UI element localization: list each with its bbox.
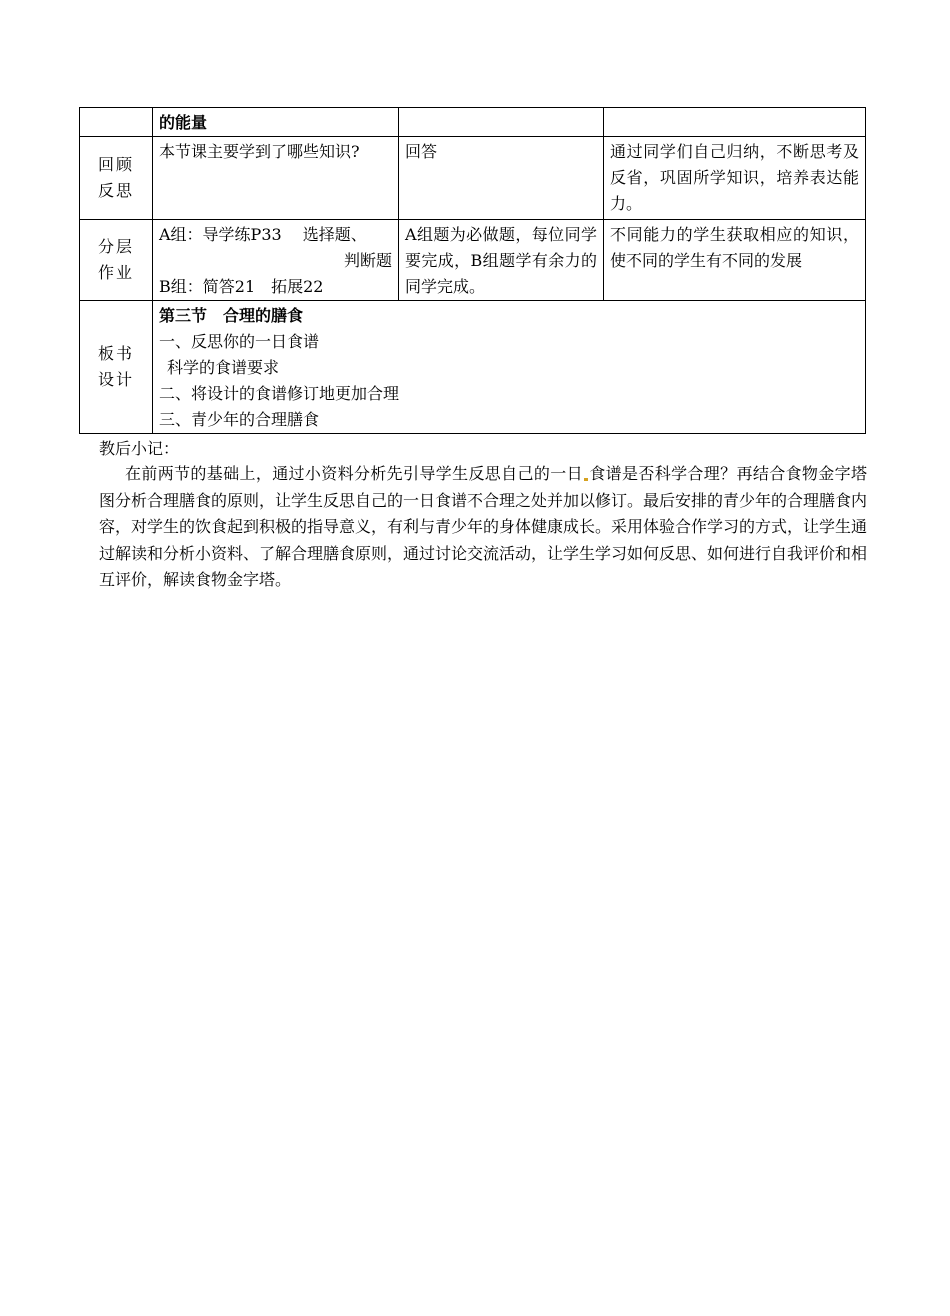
board-title: 第三节 合理的膳食 (159, 306, 304, 325)
notes-text-part1: 在前两节的基础上，通过小资料分析先引导学生反思自己的一日 (125, 464, 583, 483)
board-label-cell (80, 301, 153, 434)
notes-paragraph (99, 461, 867, 594)
table-row-board (80, 301, 866, 434)
board-item1: 一、反思你的一日食谱 (159, 332, 320, 351)
board-label-line2: 设计 (97, 370, 134, 389)
board-item3: 三、青少年的合理膳食 (159, 410, 320, 429)
board-item1-sub: 科学的食谱要求 (167, 358, 280, 377)
board-design-cell (153, 301, 866, 434)
board-item2: 二、将设计的食谱修订地更加合理 (159, 384, 400, 403)
group-a-line2: 判断题 (343, 251, 392, 270)
group-a-line1: A组：导学练P33 选择题、 (159, 225, 367, 244)
review-student-cell: 回答 (399, 137, 604, 220)
group-b-line: B组：简答21 拓展22 (159, 277, 324, 296)
review-intent-cell: 通过同学们自己归纳，不断思考及反省，巩固所学知识，培养表达能力。 (604, 137, 866, 220)
lesson-plan-table (79, 107, 866, 434)
table-row-review (80, 137, 866, 220)
intent-cell-empty (604, 108, 866, 137)
table-row-homework (80, 220, 866, 301)
board-label-line1: 板书 (97, 344, 134, 363)
homework-intent-cell: 不同能力的学生获取相应的知识，使不同的学生有不同的发展 (604, 220, 866, 301)
homework-label-line2: 作业 (97, 263, 134, 282)
energy-cell: 的能量 (153, 108, 399, 137)
review-label-line2: 反思 (97, 181, 134, 200)
homework-label-cell (80, 220, 153, 301)
review-label-cell (80, 137, 153, 220)
editor-mark-icon (584, 478, 588, 481)
label-cell-empty (80, 108, 153, 137)
table-row-energy (80, 108, 866, 137)
homework-label-line1: 分层 (97, 237, 134, 256)
notes-title: 教后小记： (99, 439, 180, 458)
review-label-line1: 回顾 (97, 155, 134, 174)
review-teacher-cell: 本节课主要学到了哪些知识? (153, 137, 399, 220)
homework-student-cell: A组题为必做题，每位同学要完成，B组题学有余力的同学完成。 (399, 220, 604, 301)
student-cell-empty (399, 108, 604, 137)
homework-groups-cell (153, 220, 399, 301)
notes-text-part2: 食谱是否科学合理？再结合食物金字塔图分析合理膳食的原则，让学生反思自己的一日食谱不合理之处并加以修订。最后安排的青少年的合理膳食内容，对学生的饮食起到积极的指导意义，有利与青少年的身体健康成长。采用体验合作学习的方式，让学生通过解读和分析小资料、了解合理膳食原则，通过讨论交流活动，让学生学习如何反思、如何进行自我评价和相互评价，解读食物金字塔。 (99, 464, 868, 589)
